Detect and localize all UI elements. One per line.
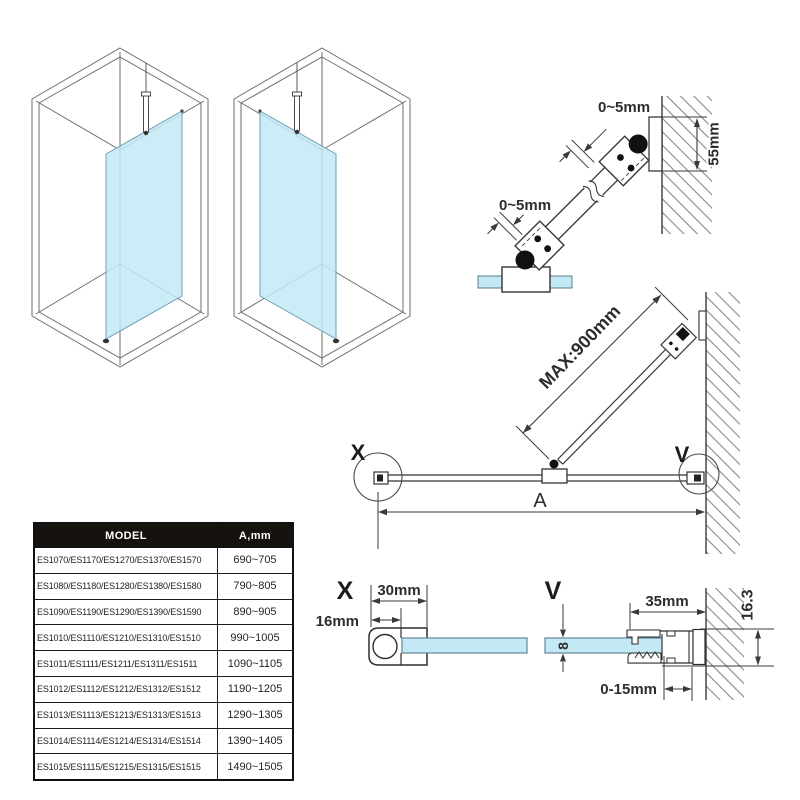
wall-hatch [706, 588, 744, 700]
a-range-cell: 890~905 [218, 599, 294, 625]
floor-anchor-right [333, 339, 339, 343]
dim-55mm-label: 55mm [705, 122, 723, 166]
table-row [34, 548, 293, 574]
wall-plate [699, 311, 706, 340]
table-row [34, 728, 293, 754]
a-range-cell: 1190~1205 [218, 676, 294, 702]
glass-top-fitting-left [180, 109, 183, 112]
detail-v-section [545, 577, 774, 701]
glass-clamp-block [502, 267, 550, 292]
a-range-cell: 690~705 [218, 548, 294, 574]
table-header-model: MODEL [34, 523, 218, 548]
v-profile-bottom-tray [628, 653, 661, 663]
table-row [34, 754, 293, 780]
isometric-room-left [32, 48, 208, 367]
ceiling-support-bar-right [293, 63, 302, 134]
a-range-cell: 990~1005 [218, 625, 294, 651]
glass-panel-right [260, 111, 336, 339]
dim-a-label: A [533, 490, 547, 512]
wall-bracket [661, 323, 696, 358]
table-row [34, 651, 293, 677]
x-profile-tube [373, 635, 397, 659]
bar-clamp [542, 469, 567, 483]
a-range-cell: 1290~1305 [218, 702, 294, 728]
a-range-cell: 1490~1505 [218, 754, 294, 780]
detail-x-label: X [336, 577, 354, 605]
isometric-room-right [234, 48, 410, 367]
glass-top-fitting-right [258, 109, 261, 112]
detail-marker-x: X [350, 440, 366, 465]
dim-max-900-label: MAX:900mm [534, 301, 625, 393]
model-dimension-table [33, 522, 294, 781]
table-header-row [34, 523, 293, 548]
dim-0-15mm-label: 0-15mm [600, 681, 657, 698]
dim-8-label: 8 [555, 642, 571, 650]
detail-v-label: V [544, 577, 562, 605]
dim-16mm-label: 16mm [315, 613, 359, 630]
dim-gap-bottom-label: 0~5mm [498, 197, 552, 214]
wall-mount-plate [649, 117, 662, 171]
model-cell: ES1011/ES1111/ES1211/ES1311/ES1511 [34, 651, 218, 677]
detail-x-section [316, 577, 527, 665]
table-row [34, 573, 293, 599]
model-cell: ES1015/ES1115/ES1215/ES1315/ES1515 [34, 754, 218, 780]
glass-panel-left [106, 111, 182, 339]
table-row [34, 625, 293, 651]
dim-gap-top-label: 0~5mm [597, 99, 651, 116]
detail-marker-v: V [674, 442, 690, 467]
dim-30mm-label: 30mm [377, 582, 421, 599]
wall-hatch [706, 292, 740, 554]
floor-anchor-left [103, 339, 109, 343]
a-range-cell: 1390~1405 [218, 728, 294, 754]
model-cell: ES1080/ES1180/ES1280/ES1380/ES1580 [34, 573, 218, 599]
model-cell: ES1090/ES1190/ES1290/ES1390/ES1590 [34, 599, 218, 625]
v-profile-wall-bar [693, 630, 705, 665]
dim-35mm-label: 35mm [645, 593, 689, 610]
model-cell: ES1012/ES1112/ES1212/ES1312/ES1512 [34, 676, 218, 702]
a-range-cell: 790~805 [218, 573, 294, 599]
model-cell: ES1010/ES1110/ES1210/ES1310/ES1510 [34, 625, 218, 651]
table-row [34, 676, 293, 702]
table-row [34, 599, 293, 625]
model-cell: ES1014/ES1114/ES1214/ES1314/ES1514 [34, 728, 218, 754]
model-cell: ES1013/ES1113/ES1213/ES1313/ES1513 [34, 702, 218, 728]
table-header-a-mm: A,mm [218, 523, 294, 548]
clamp-pivot [550, 460, 559, 469]
dim-16-3-label: 16.3 [739, 589, 757, 621]
plan-view [351, 287, 740, 554]
support-bar-detail [478, 96, 723, 292]
table-row [34, 702, 293, 728]
glass-section [402, 638, 527, 653]
model-cell: ES1070/ES1170/ES1270/ES1370/ES1570 [34, 548, 218, 574]
a-range-cell: 1090~1105 [218, 651, 294, 677]
